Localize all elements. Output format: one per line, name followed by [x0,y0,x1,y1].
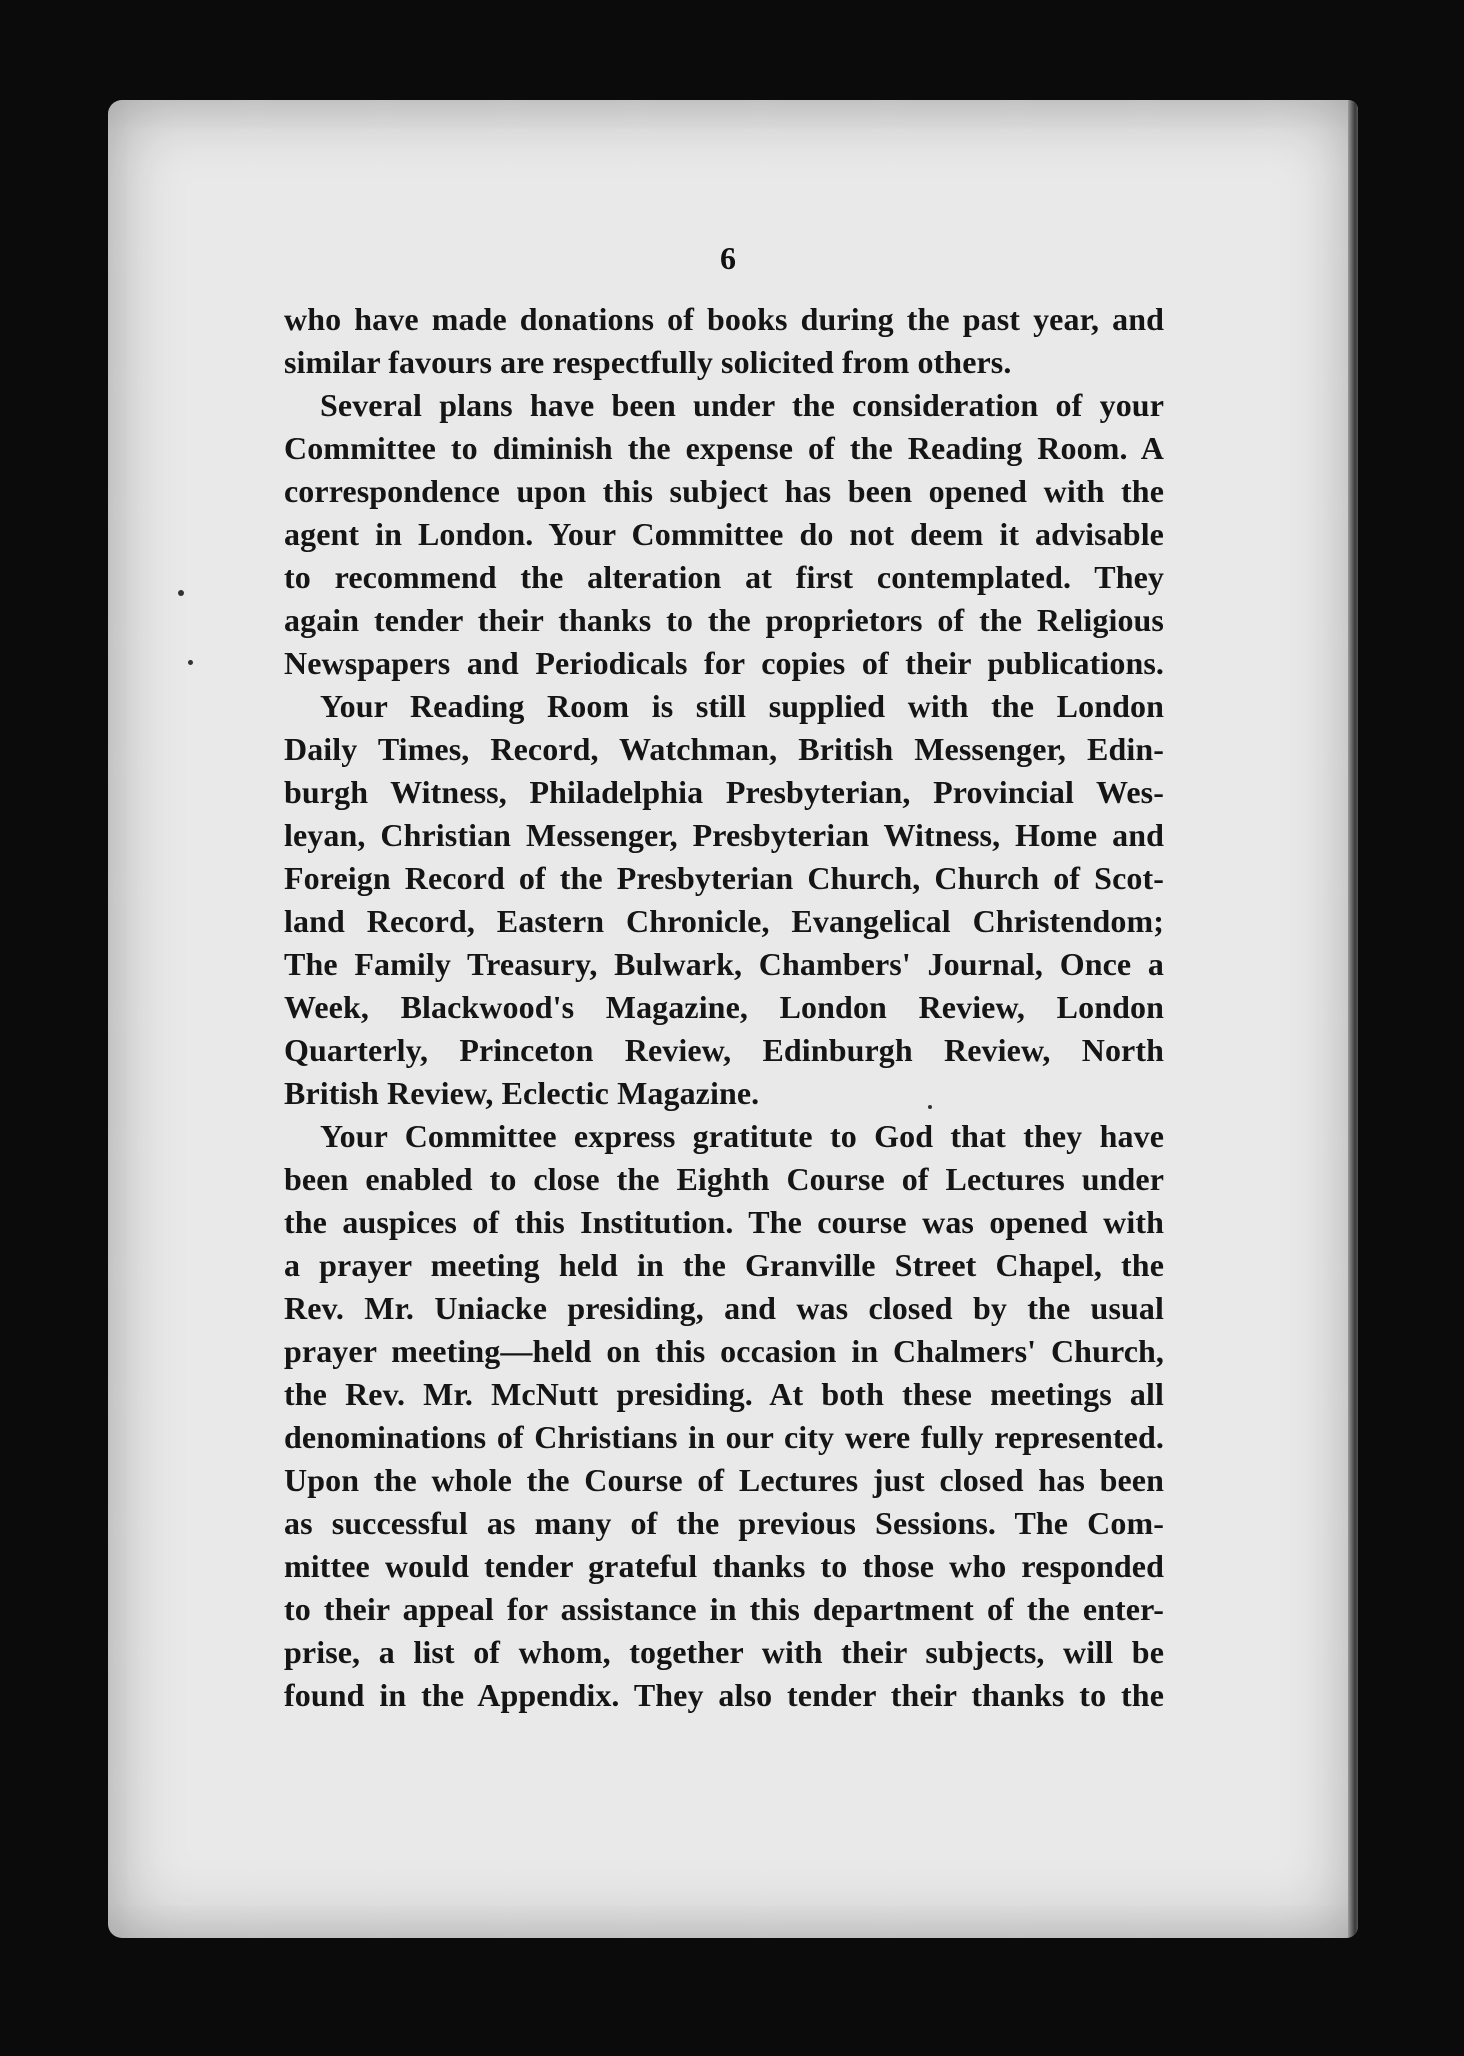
text-line: Week, Blackwood's Magazine, London Review, London [284,989,1164,1025]
text-line: Upon the whole the Course of Lectures just closed has been [284,1462,1164,1498]
text-line: land Record, Eastern Chronicle, Evangelical Christendom; [284,903,1164,939]
scanned-page [108,100,1358,1938]
text-line: the Rev. Mr. McNutt presiding. At both these meetings all [284,1376,1164,1412]
text-line: been enabled to close the Eighth Course of Lectures under [284,1161,1164,1197]
text-line: who have made donations of books during the past year, and [284,301,1164,337]
text-line: the auspices of this Institution. The course was opened with [284,1204,1164,1240]
text-line: to their appeal for assistance in this department of the enter- [284,1591,1164,1627]
text-line: Daily Times, Record, Watchman, British Messenger, Edin- [284,731,1164,767]
text-line: a prayer meeting held in the Granville Street Chapel, the [284,1247,1164,1283]
text-line: British Review, Eclectic Magazine. [284,1075,760,1111]
text-line: Newspapers and Periodicals for copies of their publications. [284,645,1164,681]
text-line: The Family Treasury, Bulwark, Chambers' Journal, Once a [284,946,1164,982]
text-line: prise, a list of whom, together with their subjects, will be [284,1634,1164,1670]
ink-speck [188,660,193,665]
text-line: mittee would tender grateful thanks to those who responded [284,1548,1164,1584]
text-line: found in the Appendix. They also tender their thanks to the [284,1677,1164,1713]
text-line: burgh Witness, Philadelphia Presbyterian, Provincial Wes- [284,774,1164,810]
text-line: again tender their thanks to the proprietors of the Religious [284,602,1164,638]
page-fold [1348,100,1358,1938]
text-line: to recommend the alteration at first contemplated. They [284,559,1164,595]
text-line: Several plans have been under the consideration of your [320,387,1164,423]
text-line: agent in London. Your Committee do not deem it advisable [284,516,1164,552]
text-line: similar favours are respectfully solicited from others. [284,344,1012,380]
text-line: Rev. Mr. Uniacke presiding, and was closed by the usual [284,1290,1164,1326]
text-line: correspondence upon this subject has been opened with the [284,473,1164,509]
body-text [284,298,1164,1717]
ink-speck [178,590,184,596]
text-line: Your Committee express gratitute to God that they have [320,1118,1164,1154]
text-line: Your Reading Room is still supplied with the London [320,688,1164,724]
text-line: denominations of Christians in our city were fully represented. [284,1419,1164,1455]
text-line: leyan, Christian Messenger, Presbyterian Witness, Home and [284,817,1164,853]
text-line: prayer meeting—held on this occasion in Chalmers' Church, [284,1333,1164,1369]
text-line: Quarterly, Princeton Review, Edinburgh Review, North [284,1032,1164,1068]
text-line: Committee to diminish the expense of the Reading Room. A [284,430,1164,466]
page-number: 6 [720,240,736,276]
text-line: as successful as many of the previous Sessions. The Com- [284,1505,1164,1541]
text-line: Foreign Record of the Presbyterian Church, Church of Scot- [284,860,1164,896]
